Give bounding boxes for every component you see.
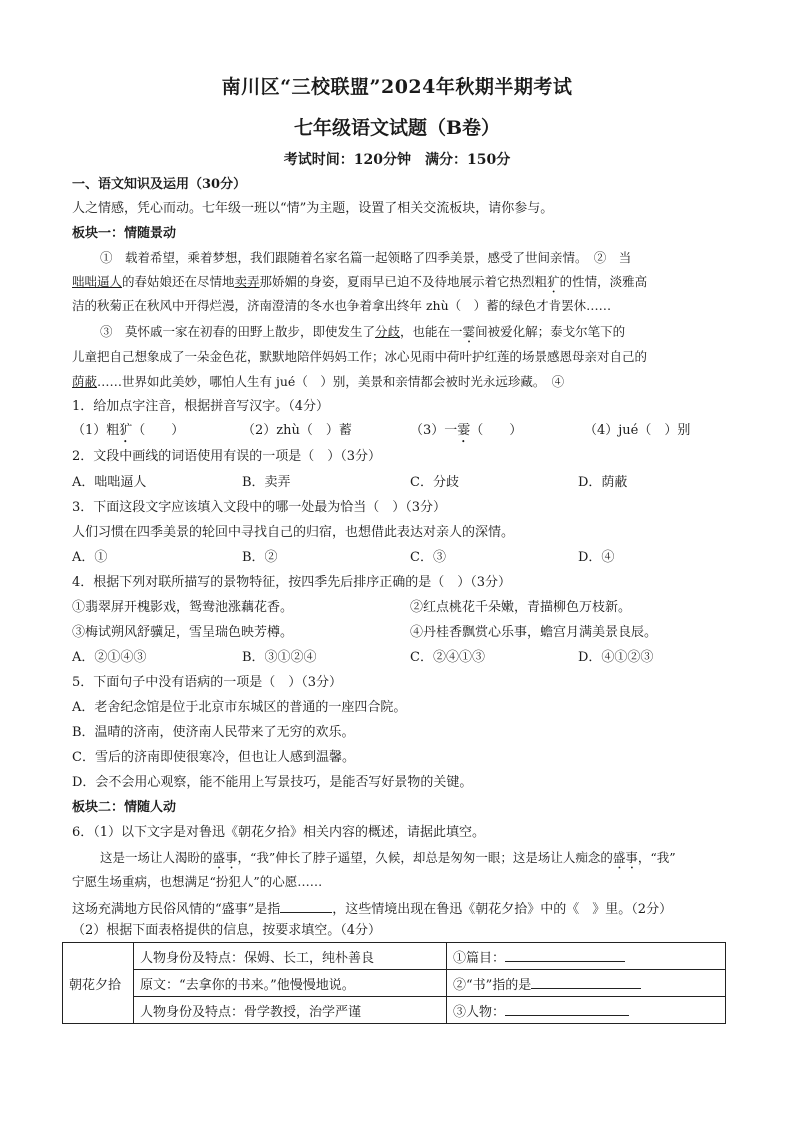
section-heading: 一、语文知识及运用（30分） <box>72 177 247 192</box>
couplet-4: ④丹桂香飘赏心乐事，蟾宫月满美景良辰。 <box>410 625 658 640</box>
dotted-char: 霎 <box>462 324 476 339</box>
choice-b: B．卖弄 <box>242 475 291 490</box>
option-text: （1）粗 <box>72 423 120 438</box>
answer-label: ②“书”指的是 <box>453 977 532 993</box>
question-stem: 6．（1）以下文字是对鲁迅《朝花夕拾》相关内容的概述，请据此填空。 <box>72 825 486 840</box>
fill-text: 这场充满地方民俗风情的“盛事”是指 <box>72 902 281 917</box>
dotted-word: 盛事 <box>612 850 638 865</box>
info-table <box>62 942 726 1024</box>
quote-text: ，“我” <box>637 850 676 865</box>
table-row <box>63 943 726 970</box>
choice-b: B．② <box>242 550 278 565</box>
option-text: （ ） <box>470 423 523 438</box>
couplet-3: ③梅试朔风舒骥足，雪呈瑞色映芳樽。 <box>72 625 294 640</box>
option-1 <box>72 422 184 446</box>
answer-blank[interactable] <box>280 899 332 913</box>
choice-d: D．④ <box>578 550 615 565</box>
passage-text: ③ 莫怀戚一家在初春的田野上散步，即使发生了 <box>100 324 376 339</box>
exam-subtitle: 七年级语文试题（B卷） <box>293 117 501 139</box>
question-stem: 4．根据下列对联所描写的景物特征，按四季先后排序正确的是（ ）（3分） <box>72 575 512 590</box>
question-stem: 5．下面句子中没有语病的一项是（ ）（3分） <box>72 675 343 690</box>
answer-blank[interactable] <box>531 976 641 989</box>
underlined-word: 咄咄逼人 <box>72 274 123 289</box>
choice-c: C．③ <box>410 550 446 565</box>
choice-c: C．雪后的济南即使很寒冷，但也让人感到温馨。 <box>72 750 355 765</box>
choice-d: D．荫蔽 <box>578 475 628 490</box>
passage-line <box>72 273 726 296</box>
option-text: （ ） <box>132 423 185 438</box>
passage-text: ，也能在一 <box>400 324 463 339</box>
fill-in-line <box>72 899 726 919</box>
quote-text: ，“我”伸长了脖子遥望，久候，却总是匆匆一眼；这是场让人痴念的 <box>237 850 613 865</box>
table-answer-cell[interactable] <box>447 970 726 997</box>
choice-b: B．③①②④ <box>242 650 317 665</box>
answer-blank[interactable] <box>505 949 625 962</box>
question-stem: 3．下面这段文字应该填入文段中的哪一处最为恰当（ ）（3分） <box>72 500 447 515</box>
answer-label: ③人物： <box>453 1004 506 1020</box>
quote-line: 宁愿生场重病，也想满足“扮犯人”的心愿…… <box>72 874 323 889</box>
passage-line <box>72 373 726 391</box>
underlined-word: 荫蔽 <box>72 374 98 389</box>
block2-heading: 板块二：情随人动 <box>72 800 177 815</box>
choice-a: A．咄咄逼人 <box>72 475 147 490</box>
dotted-char: 霎 <box>457 423 471 438</box>
choice-a: A．老舍纪念馆是位于北京市东城区的普通的一座四合院。 <box>72 700 407 715</box>
passage-text: ……世界如此美妙，哪怕人生有 jué（ ）别，美景和亲情都会被时光永远珍藏。 ④ <box>97 374 565 389</box>
choice-d: D．④①②③ <box>578 650 654 665</box>
choice-c: C．②④①③ <box>410 650 485 665</box>
exam-title: 南川区“三校联盟”2024年秋期半期考试 <box>221 76 573 98</box>
passage-line <box>100 323 726 346</box>
question-stem: 1．给加点字注音，根据拼音写汉字。（4分） <box>72 399 330 414</box>
table-answer-cell[interactable] <box>447 943 726 970</box>
quote-line <box>100 849 726 872</box>
table-cell: 原文：“去拿你的书来。”他慢慢地说。 <box>134 970 447 997</box>
option-4: （4）jué（ ）别 <box>584 423 691 438</box>
option-3 <box>410 422 522 446</box>
answer-blank[interactable] <box>505 1003 629 1016</box>
table-cell: 人物身份及特点：保姆、长工，纯朴善良 <box>134 943 447 970</box>
fill-text: ，这些情境出现在鲁迅《朝花夕拾》中的《 》里。（2分） <box>332 902 673 917</box>
choice-b: B．温晴的济南，使济南人民带来了无穷的欢乐。 <box>72 725 355 740</box>
passage-line: ① 载着希望，乘着梦想，我们跟随着名家名篇一起领略了四季美景，感受了世间亲情。 ② 当 <box>100 250 632 265</box>
question-text: 人们习惯在四季美景的轮回中寻找自己的归宿，也想借此表达对亲人的深情。 <box>72 525 515 540</box>
choice-c: C．分歧 <box>410 475 459 490</box>
dotted-char: 犷 <box>547 274 560 289</box>
underlined-word: 卖弄 <box>234 274 260 289</box>
passage-line: 洁的秋菊正在秋风中开得烂漫，济南澄清的冬水也争着拿出终年 zhù（ ）蓄的绿色才肯罢休…… <box>72 298 612 313</box>
answer-label: ①篇目： <box>453 950 506 966</box>
table-cell: 人物身份及特点：骨学教授，治学严谨 <box>134 997 447 1024</box>
quote-text: 这是一场让人渴盼的 <box>100 850 213 865</box>
exam-info: 考试时间：120分钟 满分：150分 <box>283 152 511 168</box>
passage-text: 的春姑娘还在尽情地 <box>122 274 235 289</box>
option-text: （3）一 <box>410 423 458 438</box>
couplet-1: ①翡翠屏开槐影戏，鸳鸯池涨藕花香。 <box>72 600 294 615</box>
choice-d: D．会不会用心观察，能不能用上写景技巧，是能否写好景物的关键。 <box>72 775 473 790</box>
passage-text: 间被爱化解；泰戈尔笔下的 <box>475 324 626 339</box>
book-cell: 朝花夕拾 <box>63 943 134 1024</box>
question-stem: （2）根据下面表格提供的信息，按要求填空。（4分） <box>72 923 382 938</box>
section-intro: 人之情感，凭心而动。七年级一班以“情”为主题，设置了相关交流板块，请你参与。 <box>72 201 554 216</box>
passage-text: 的性情，淡雅高 <box>559 274 648 289</box>
passage-line: 儿童把自己想象成了一朵金色花，默默地陪伴妈妈工作；冰心见雨中荷叶护红莲的场景感恩母亲对自己的 <box>72 349 648 364</box>
table-row <box>63 997 726 1024</box>
passage-text: 那娇媚的身姿，夏雨早已迫不及待地展示着它热烈粗 <box>259 274 548 289</box>
choice-a: A．① <box>72 550 108 565</box>
block1-heading: 板块一：情随景动 <box>72 226 177 241</box>
option-2: （2）zhù（ ）蓄 <box>242 423 352 438</box>
table-answer-cell[interactable] <box>447 997 726 1024</box>
dotted-word: 盛事 <box>212 850 238 865</box>
table-row <box>63 970 726 997</box>
question-stem: 2．文段中画线的词语使用有误的一项是（ ）（3分） <box>72 449 382 464</box>
dotted-char: 犷 <box>119 423 133 438</box>
underlined-word: 分歧 <box>375 324 401 339</box>
couplet-2: ②红点桃花千朵嫩，青描柳色万枝新。 <box>410 600 632 615</box>
choice-a: A．②①④③ <box>72 650 147 665</box>
